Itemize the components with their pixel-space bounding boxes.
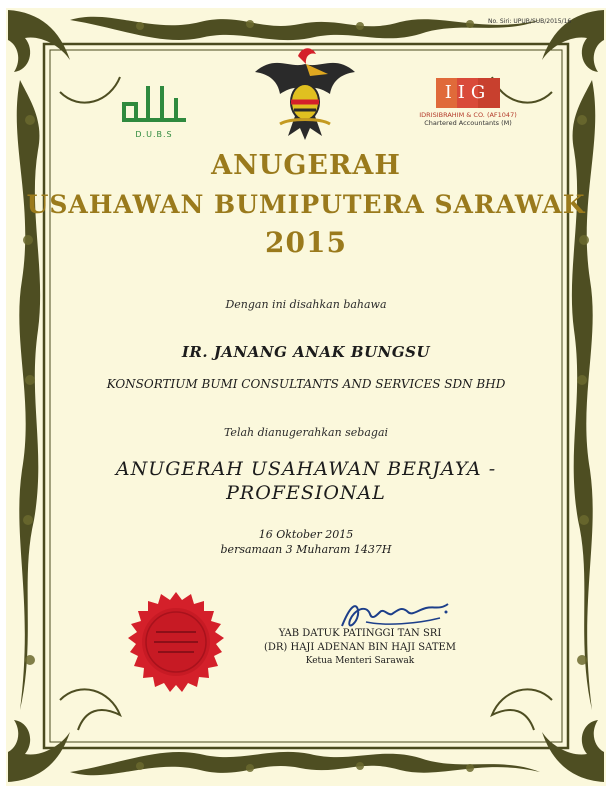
dubs-logo — [118, 80, 190, 138]
title-year: 2015 — [265, 226, 347, 259]
dubs-label: D.U.B.S — [135, 130, 173, 139]
award-date-hijri: bersamaan 3 Muharam 1437H — [220, 543, 392, 556]
iig-firm-subtitle: Chartered Accountants (M) — [424, 119, 512, 127]
iig-letters: IIG — [436, 78, 500, 108]
award-title-line-2: PROFESIONAL — [226, 482, 386, 504]
signatory-position: Ketua Menteri Sarawak — [305, 656, 415, 666]
certify-line: Dengan ini disahkan bahawa — [225, 298, 387, 311]
award-title-line-1: ANUGERAH USAHAWAN BERJAYA - — [115, 458, 497, 480]
signatory-name: (DR) HAJI ADENAN BIN HAJI SATEM — [263, 642, 457, 653]
sarawak-hornbill-crest-icon — [250, 44, 360, 144]
red-seal-icon — [118, 584, 234, 700]
recipient-name: IR. JANANG ANAK BUNGSU — [181, 343, 431, 361]
reference-number: No. Siri: UPUB/SUB/2015/16 — [488, 18, 572, 25]
title-line-1: ANUGERAH — [211, 150, 401, 181]
dubs-logo-icon — [118, 80, 190, 124]
title-line-2: USAHAWAN BUMIPUTERA SARAWAK — [26, 190, 586, 219]
iig-firm-name: IDRISIBRAHIM & CO. (AF1047) — [419, 111, 517, 119]
recipient-company: KONSORTIUM BUMI CONSULTANTS AND SERVICES SDN BHD — [106, 377, 506, 391]
awarded-line: Telah dianugerahkan sebagai — [223, 426, 389, 439]
award-date: 16 Oktober 2015 — [258, 528, 354, 541]
signatory-title: YAB DATUK PATINGGI TAN SRI — [278, 628, 442, 639]
iig-logo — [412, 72, 524, 142]
